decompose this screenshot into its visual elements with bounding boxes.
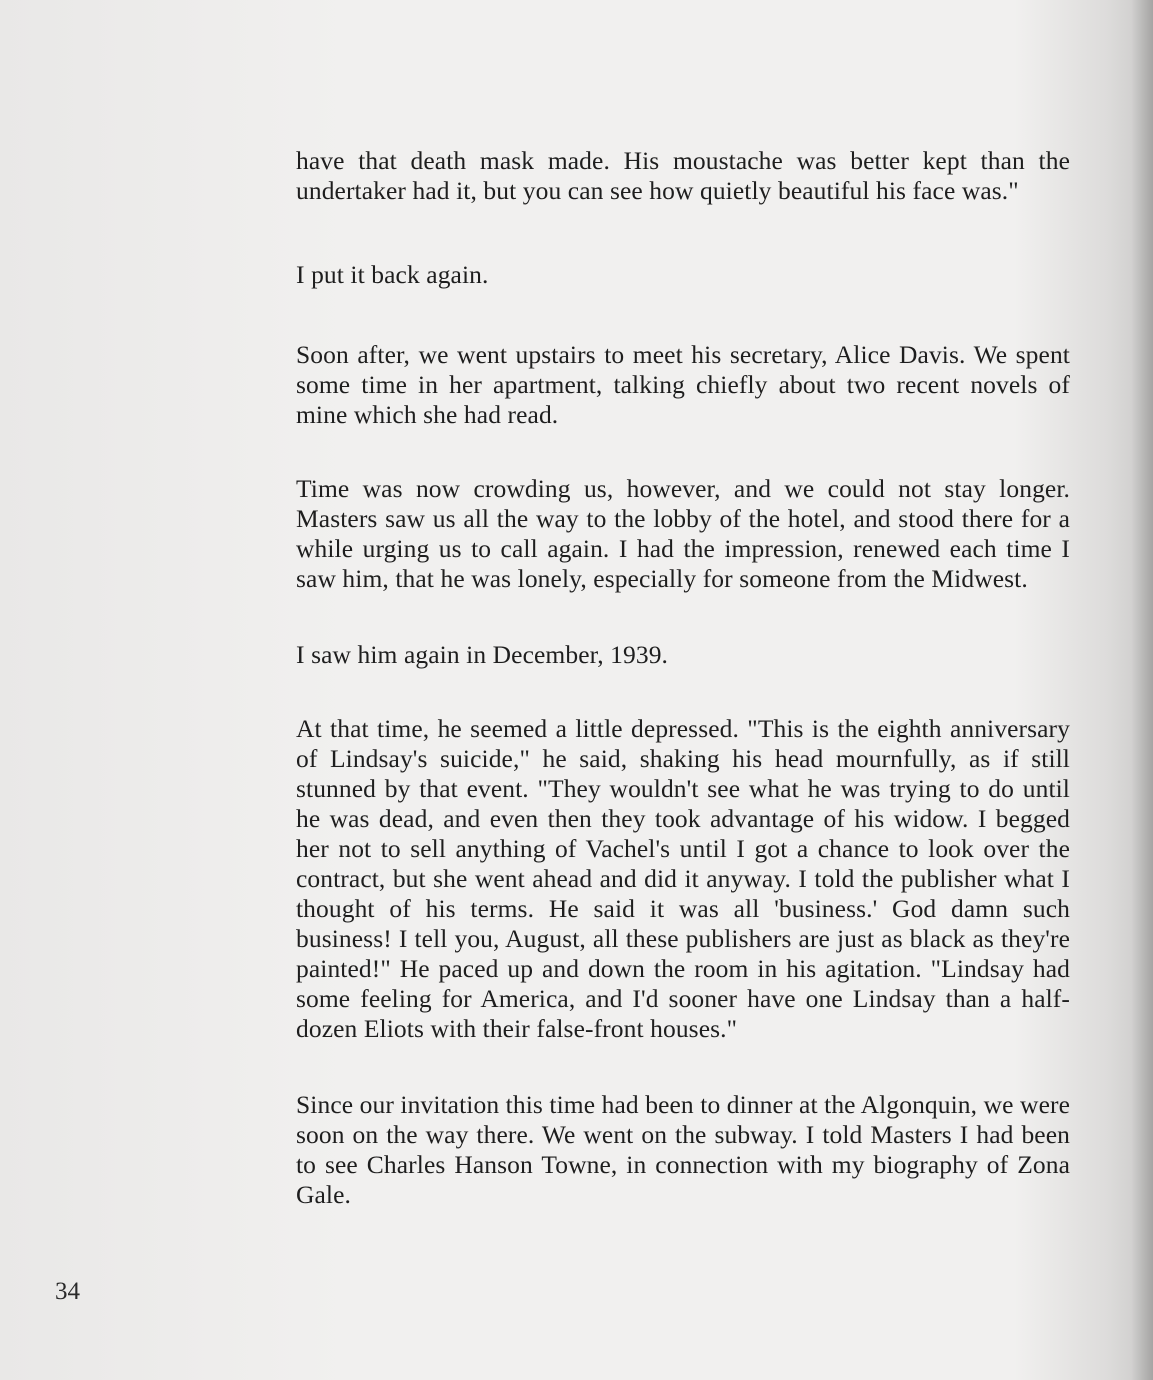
paragraph-put-it-back: I put it back again. <box>296 260 489 289</box>
page-number: 34 <box>55 1278 80 1305</box>
paragraph-lindsay-anniversary: At that time, he seemed a little depressed. "This is the eighth anniversary of Lindsay's suicide," he said, shaking his head mournfully, as if still stunned by that event. "They wouldn't see what he was trying to do until he was dead, and even then they took advantage of his widow. I begged her not to sell anything of Vachel's until I got a chance to look over the contract, but she went ahead and did it anyway. I told the publisher what I thought of his terms. He said it was all 'business.' God damn such business! I tell you, August, all these publishers are just as black as they're painted!" He paced up and down the room in his agitation. "Lindsay had some feeling for America, and I'd sooner have one Lindsay than a half-dozen Eliots with their false-front houses." <box>296 714 1070 1043</box>
paragraph-december-1939: I saw him again in December, 1939. <box>296 640 669 669</box>
paragraph-secretary-visit: Soon after, we went upstairs to meet his secretary, Alice Davis. We spent some time in her apartment, talking chiefly about two recent novels of mine which she had read. <box>296 340 1070 429</box>
paragraph-hotel-lobby: Time was now crowding us, however, and we could not stay longer. Masters saw us all the way to the lobby of the hotel, and stood there for a while urging us to call again. I had the impression, renewed each time I saw him, that he was lonely, especially for someone from the Midwest. <box>296 474 1070 593</box>
body-text <box>296 146 1070 1252</box>
paragraph-death-mask: have that death mask made. His moustache was better kept than the undertaker had it, but you can see how quietly beautiful his face was." <box>296 146 1070 205</box>
page-gutter-shadow <box>1131 0 1153 1380</box>
paragraph-algonquin-dinner: Since our invitation this time had been to dinner at the Algonquin, we were soon on the way there. We went on the subway. I told Masters I had been to see Charles Hanson Towne, in connection with my biography of Zona Gale. <box>296 1090 1070 1209</box>
